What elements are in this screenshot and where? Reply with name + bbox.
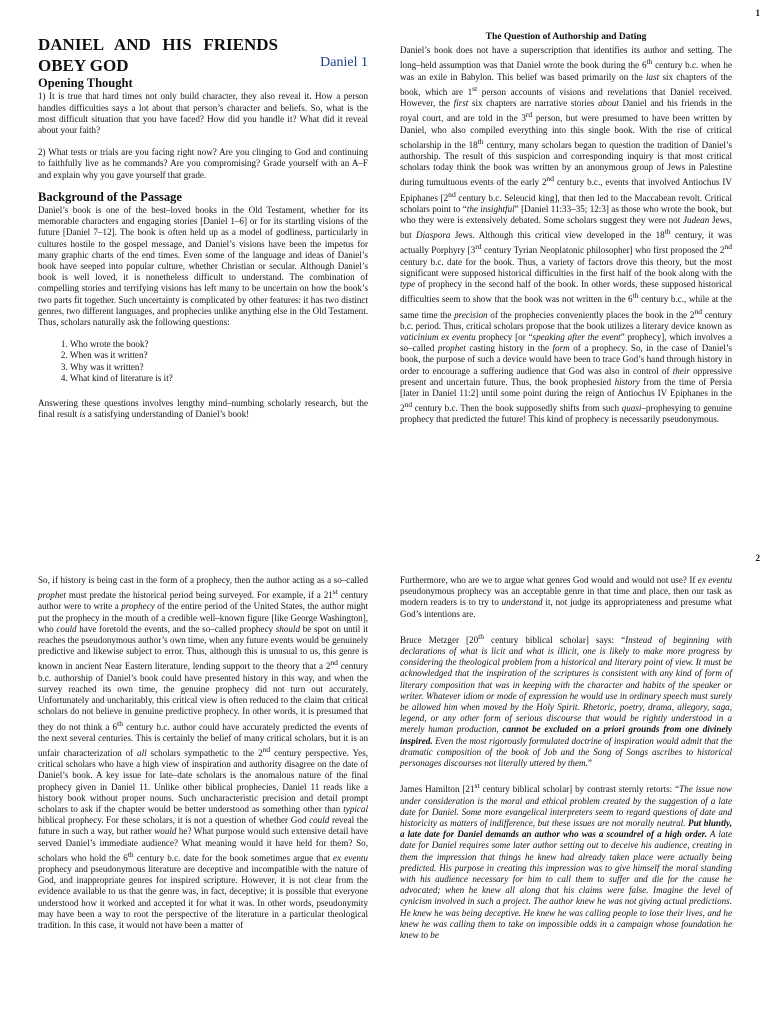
questions-list xyxy=(38,339,368,384)
left-column xyxy=(38,34,368,431)
scripture-reference: Daniel 1 xyxy=(320,55,368,70)
list-item: 2. When was it written? xyxy=(70,350,368,361)
page-number: 2 xyxy=(755,553,760,563)
list-item: 3. Why was it written? xyxy=(70,362,368,373)
document-title: DANIEL AND HIS FRIENDS OBEY GOD xyxy=(38,35,278,75)
right-column xyxy=(400,32,732,437)
hamilton-quote: James Hamilton [21st century biblical scholar] by contrast sternly retorts: “The issue now under consideration is the moral and ethical problem created by the suggestion of a late date for Daniel. Some more evangelical interpreters seem to regard questions of date and historicity as matters of indifference, but these issues are not morally neutral. Put bluntly, a late date for Daniel demands an author who was a scoundrel of a high order. A late date for Daniel requires some later author setting out to deceive his audience, creating in them the impression that things he knew had already taken place were actually being predicted. His purpose in creating this impression was to give himself the moral standing with his audience necessary for him to call them to suffer and die for the cause he advocated; when he knew all along that his claims were false. Imagine the level of cynicism involved in such a project. The author knew he was not giving actual predictions. He knew he was being deceptive. He knew he was calling people to lose their lives, and he knew he was calling them to take on impossible odds in a campaign whose foundation he knew to be xyxy=(400,781,732,940)
left-column xyxy=(38,575,368,942)
background-paragraph-2: Answering these questions involves lengthy mind–numbing scholarly research, but the final result is a satisfying understanding of Daniel’s book! xyxy=(38,398,368,420)
background-heading: Background of the Passage xyxy=(38,189,182,204)
authorship-paragraph: Daniel’s book does not have a superscription that identifies its author and setting. The long–held assumption was that Daniel wrote the book during the 6th century b.c. when he was an exile in Babylon. This belief was based primarily on the last six chapters of the book, which are 1st person accounts of visions and revelations that Daniel received. However, the first six chapters are narrative stories about Daniel and his friends in the royal court, and are told in the 3rd person, but were presumed to have been written by Daniel, who also compiled everything into this single book. With the rise of critical scholarship in the 18th century, many scholars began to question the tradition of Daniel’s authorship. The result of this suspicion and corresponding inquiry is that most critical scholars today think the book was written by an anonymous group of Jews in Palestine during tumultuous events of the early 2nd century b.c., events that involved Antiochus IV Epiphanes [2nd century b.c. Seleucid king], that then led to the Maccabean revolt. Critical scholars point to “the insightful” [Daniel 11:33–35; 12:3] as those who wrote the book, but who they were is extensively debated. Some scholars suggest they were not Judean Jews, but Diaspora Jews. Although this critical view developed in the 18th century, it was actually Porphyry [3rd century Tyrian Neoplatonic philosopher] who first proposed the 2nd century b.c. date for the book. Thus, a variety of factors drove this theory, but the most significant were supposed historical difficulties in the first half of the book along with the type of prophecy in the second half of the book. In other words, these supposed historical difficulties seem to show that the book was not written in the 6th century b.c., while at the same time the precision of the prophecies conveniently places the book in the 2nd century b.c. period. Thus, critical scholars propose that the book utilizes a literary device known as vaticinium ex eventu prophecy [or “speaking after the event” prophecy], which involves a so–called prophet casting history in the form of a prophecy. So, in the case of Daniel’s book, the purpose of such a device would have been to trace God’s hand through history in order to encourage a suffering audience that God was also in control of their oppressive present and uncertain future. Thus, the book prophesied history from the time of Persia [later in Daniel 11:2] until some point during the reign of Antiochus IV Epiphanes in the 2nd century b.c. Then the book supposedly shifts from such quasi–prophesying to genuine prophecy that predicted the future! This kind of prophecy is necessarily pseudonymous. xyxy=(400,45,733,425)
background-paragraph-1: Daniel’s book is one of the best–loved books in the Old Testament, whether for its memorable characters and engaging stories [Daniel 1–6] or for its startling visions of the future [Daniel 7–12]. The book is often held up as a model of godliness, particularly in cultures hostile to the gospel message, and Daniel’s visions have been the impetus for many graphic charts of the end times. Even some of the language and ideas of Daniel’s book have seeped into popular culture, whether Christian or secular. Although Daniel’s book is well loved, it is nonetheless difficult to understand. The combination of compelling stories and terrifying visions has left many to be uncertain on how the book’s two parts fit together. Such uncertainty is complicated by other features: it has two distinct genres, two different languages, and prophecies unlike anything else in the Old Testament. Thus, scholars naturally ask the following questions: xyxy=(38,205,368,328)
list-item: 4. What kind of literature is it? xyxy=(70,373,368,384)
body-paragraph: Furthermore, who are we to argue what genres God would and would not use? If ex eventu pseudonymous prophecy was an acceptable genre in that time and place, then our task as modern readers is to try to understand it, not judge its appropriateness and presume what God’s intentions are. xyxy=(400,575,733,619)
page-number: 1 xyxy=(755,8,760,18)
opening-paragraph-2: 2) What tests or trials are you facing right now? Are you clinging to God and continuing to faithfully live as he commands? Are you compromising? Grade yourself with an A–F and explain why you gave yourself that grade. xyxy=(38,147,368,180)
body-paragraph: So, if history is being cast in the form of a prophecy, then the author acting as a so–called prophet must predate the historical period being surveyed. For example, if a 21st century author were to write a prophecy of the entire period of the United States, the author might put the prophecy in the mouth of a credible well–known figure [like George Washington], who could have foretold the events, and the so–called prophecy should be spot on until it reaches the pseudonymous author’s own time, when any future events would be genuinely predictive and likewise subject to error. Thus, although this is unusual to us, this genre is known in ancient Near Eastern literature, lending support to the theory that a 2nd century b.c. authorship of Daniel’s book could have presented history in this way, and when the survey reached its own time, the genuine prophecy did not turn out accurately. Unfortunately and uncharitably, this critical view is often reduced to the claim that critical scholars do not believe in genuine predictive prophecy. In other words, it is presumed that they do not think a 6th century b.c. author could have accurately predicted the events of the next several centuries. This is certainly the belief of many critical scholars, but it is an unfair characterization of all scholars sympathetic to the 2nd century perspective. Yes, critical scholars who have a high view of inspiration and authority disagree on the date of Daniel’s book. A key issue for late–date scholars is the anomalous nature of the final prophecy given in Daniel 11. Unlike other biblical prophecies, Daniel 11 reads like a history book without proper nouns. Such uncharacteristic precision and detail prompt scholars to ask if the chapter would be better understood as something other than typical biblical prophecy. For these scholars, it is not a question of whether God could reveal the future in such a way, but rather would he? What purpose would such extensive detail have served Daniel’s immediate audience? What meaning would it have held for them? So, scholars who hold the 6th century b.c. date for the book sometimes argue that ex eventu prophecy and pseudonymous literature are deceptive and incompatible with the nature of God, and inappropriate genres for inspired scripture. However, it is not clear from the evidence available to us that the genre was, in fact, deceptive; it is possible that everyone understood how it worked and accepted it for what it was. In other words, pseudonymity may have been a way to root the perspective of the literature in a particular theological tradition. In this case, it would not have been a matter of xyxy=(38,575,369,931)
authorship-heading: The Question of Authorship and Dating xyxy=(485,32,647,42)
list-item: 1. Who wrote the book? xyxy=(70,339,368,350)
opening-thought-heading: Opening Thought xyxy=(38,76,133,91)
right-column xyxy=(400,575,732,952)
page-2 xyxy=(0,545,768,1024)
metzger-quote: Bruce Metzger [20th century biblical scholar] says: “Instead of beginning with declarations of what is licit and what is illicit, one is likely to make more progress by considering the theological problem from a historical and literary point of view. It must be acknowledged that the inspiration of the scriptures is consistent with any kind of form of literary composition that was in keeping with the character and habits of the speaker or writer. Whatever idiom or mode of expression he would use in ordinary speech must surely be allowed him when moved by the Holy Spirit. Rhetoric, poetry, drama, allegory, saga, legend, or any other form of serious discourse that would be rightly understood in a merely human production, cannot be excluded on a priori grounds from one divinely inspired. Even the most rigorously formulated doctrine of inspiration would admit that the dramatic composition of the book of Job and the Song of Songs ascribes to historical personages discourses not literally uttered by them.” xyxy=(400,631,732,769)
opening-paragraph-1: 1) It is true that hard times not only build character, they also reveal it. How a person handles difficulties says a lot about that person’s character and beliefs. So, what is the most difficult situation that you have faced? How did you handle it? What did it reveal about your faith? xyxy=(38,91,368,136)
